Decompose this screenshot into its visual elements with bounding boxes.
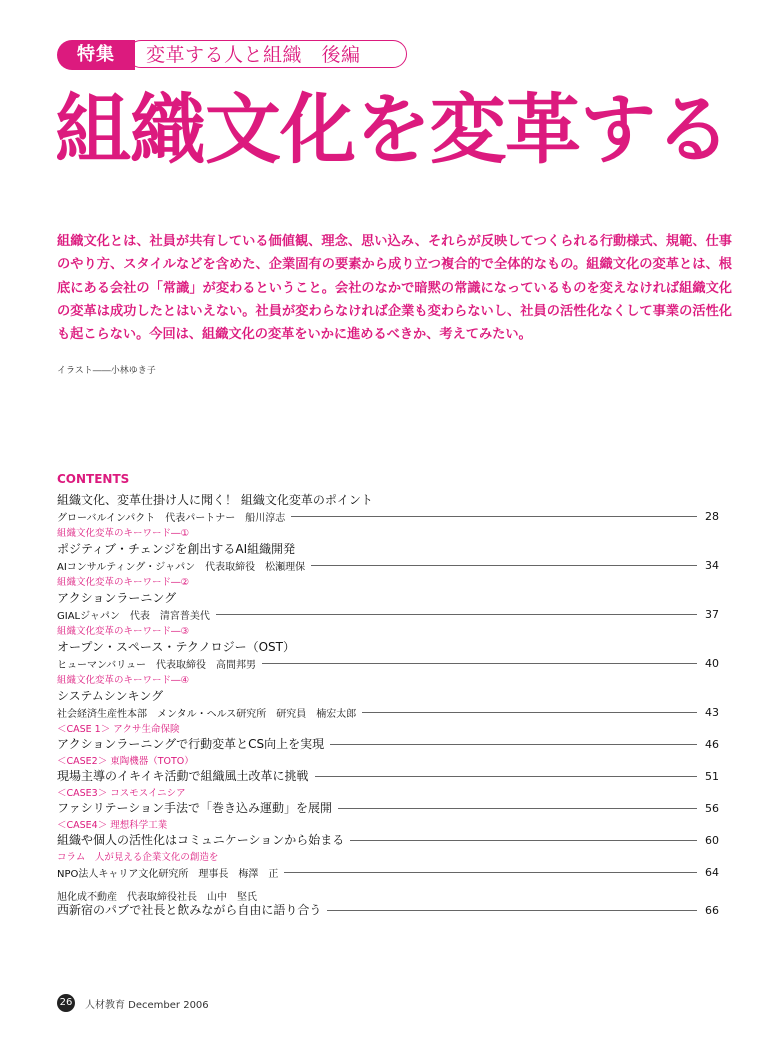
entry-title: システムシンキング [57, 689, 164, 703]
entry-kicker: ＜CASE4＞ 理想科学工業 [57, 820, 168, 831]
entry-author: ヒューマンバリュー 代表取締役 高間邦男 [57, 660, 256, 671]
dot-leader [216, 614, 697, 615]
entry-page: 28 [705, 510, 719, 523]
toc-entry[interactable] [57, 527, 719, 573]
dot-leader [338, 808, 697, 809]
entry-page: 34 [705, 559, 719, 572]
toc-entry[interactable] [57, 576, 719, 622]
toc-entry[interactable] [57, 723, 719, 752]
entry-page: 64 [705, 866, 719, 879]
entry-author: GIALジャパン 代表 清宮普美代 [57, 611, 210, 622]
table-of-contents [57, 492, 719, 918]
page-title: 組織文化を変革する [55, 85, 730, 174]
entry-author: 社会経済生産性本部 メンタル・ヘルス研究所 研究員 楠宏太郎 [57, 709, 357, 720]
toc-entry[interactable] [57, 888, 719, 918]
entry-author: NPO法人キャリア文化研究所 理事長 梅澤 正 [57, 869, 279, 880]
entry-title: アクションラーニングで行動変革とCS向上を実現 [57, 737, 325, 751]
entry-title: 西新宿のパブで社長と飲みながら自由に語り合う [57, 903, 322, 917]
entry-byline [57, 558, 719, 573]
entry-title: 組織文化、変革仕掛け人に聞く！ 組織文化変革のポイント [57, 493, 373, 507]
entry-page: 66 [705, 904, 719, 917]
entry-kicker: 組織文化変革のキーワード―② [57, 577, 190, 588]
toc-entry[interactable] [57, 851, 719, 880]
entry-byline [57, 656, 719, 671]
entry-byline [57, 705, 719, 720]
dot-leader [362, 712, 697, 713]
entry-title: ファシリテーション手法で「巻き込み運動」を展開 [57, 801, 333, 815]
entry-page: 43 [705, 706, 719, 719]
feature-banner [57, 40, 409, 70]
dot-leader [262, 663, 697, 664]
entry-title-row [57, 903, 719, 918]
entry-author: グローバルインパクト 代表パートナー 船川淳志 [57, 513, 286, 524]
toc-entry[interactable] [57, 819, 719, 848]
entry-author: AIコンサルティング・ジャパン 代表取締役 松瀬理保 [57, 562, 306, 573]
toc-entry[interactable] [57, 674, 719, 720]
entry-title: オープン・スペース・テクノロジー（OST） [57, 640, 295, 654]
entry-page: 60 [705, 834, 719, 847]
entry-kicker: 組織文化変革のキーワード―④ [57, 675, 190, 686]
entry-kicker: 組織文化変革のキーワード―③ [57, 626, 190, 637]
lead-paragraph: 組織文化とは、社員が共有している価値観、理念、思い込み、それらが反映してつくられる行動様式、規範、仕事のやり方、スタイルなどを含めた、企業固有の要素から成り立つ複合的で全体的なもの。組織文化の変革とは、根底にある会社の「常識」が変わるということ。会社のなかで暗黙の常識になっているものを変えなければ組織文化の変革は成功したとはいえない。社員が変わらなければ企業も変わらないし、社員の活性化なくして事業の活性化も起こらない。今回は、組織文化の変革をいかに進めるべきか、考えてみたい。 [57, 234, 732, 343]
dot-leader [315, 776, 697, 777]
entry-title-row [57, 801, 719, 816]
entry-kicker: ＜CASE 1＞ アクサ生命保険 [57, 724, 180, 735]
feature-badge: 特集 [57, 40, 135, 70]
series-title: 変革する人と組織 後編 [127, 40, 407, 68]
magazine-folio: 人材教育 December 2006 [85, 999, 209, 1011]
dot-leader [284, 872, 697, 873]
entry-page: 37 [705, 608, 719, 621]
entry-title: アクションラーニング [57, 591, 177, 605]
dot-leader [311, 565, 697, 566]
entry-page: 40 [705, 657, 719, 670]
entry-author: 旭化成不動産 代表取締役社長 山中 堅氏 [57, 892, 257, 903]
entry-title: 現場主導のイキイキ活動で組織風土改革に挑戦 [57, 769, 309, 783]
entry-title-row [57, 833, 719, 848]
contents-heading: CONTENTS [57, 472, 130, 486]
dot-leader [330, 744, 697, 745]
entry-kicker: コラム 人が見える企業文化の創造を [57, 852, 219, 863]
entry-kicker: ＜CASE3＞ コスモスイニシア [57, 788, 186, 799]
dot-leader [291, 516, 697, 517]
toc-entry[interactable] [57, 492, 719, 524]
toc-entry[interactable] [57, 625, 719, 671]
dot-leader [350, 840, 697, 841]
entry-byline [57, 865, 719, 880]
entry-page: 51 [705, 770, 719, 783]
entry-title: ポジティブ・チェンジを創出するAI組織開発 [57, 542, 296, 556]
toc-entry[interactable] [57, 755, 719, 784]
page-footer [57, 994, 209, 1012]
entry-kicker: 組織文化変革のキーワード―① [57, 528, 190, 539]
entry-byline [57, 607, 719, 622]
entry-page: 46 [705, 738, 719, 751]
entry-title: 組織や個人の活性化はコミュニケーションから始まる [57, 833, 345, 847]
illustration-credit: イラスト――小林ゆき子 [57, 366, 156, 376]
entry-title-row [57, 737, 719, 752]
dot-leader [327, 910, 697, 911]
page-number: 26 [57, 994, 75, 1012]
entry-kicker: ＜CASE2＞ 東陶機器（TOTO） [57, 756, 194, 767]
entry-title-row [57, 769, 719, 784]
entry-byline [57, 888, 719, 903]
entry-byline [57, 509, 719, 524]
entry-page: 56 [705, 802, 719, 815]
toc-entry[interactable] [57, 787, 719, 816]
